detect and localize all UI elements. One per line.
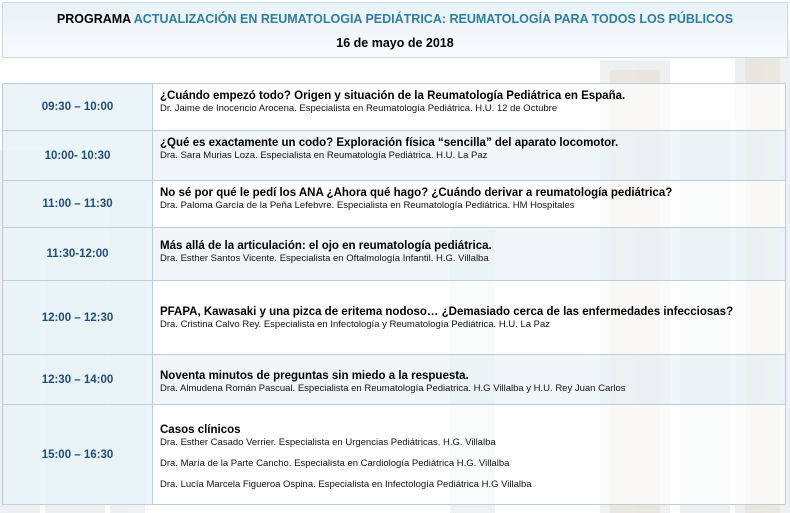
session-speaker: Dra. María de la Parte Cancho. Especialista en Cardiología Pediátrica H.G. Villalba	[160, 458, 510, 469]
session-row	[3, 281, 786, 355]
session-speaker: Dra. Paloma García de la Peña Lefebvre. Especialista en Reumatología Pediátrica. HM Hospitales	[160, 200, 575, 211]
session-speaker: Dr. Jaime de Inocencio Arocena. Especialista en Reumatología Pediátrica. H.U. 12 de Octubre	[160, 103, 558, 114]
session-speaker: Dra. Sara Murias Loza. Especialista en Reumatología Pediátrica. H.U. La Paz	[160, 150, 488, 161]
program-date: 16 de mayo de 2018	[336, 36, 454, 50]
session-speaker: Dra. Lucía Marcela Figueroa Ospina. Especialista en Infectología Pediátrica H.G Villalba	[160, 479, 532, 490]
session-row	[3, 84, 786, 131]
session-row	[3, 355, 786, 405]
program-header	[2, 2, 788, 58]
session-speaker: Dra. Esther Casado Verrier. Especialista en Urgencias Pediátricas. H.G. Villalba	[160, 437, 496, 448]
session-details	[153, 405, 786, 505]
session-time: 12:30 – 14:00	[3, 355, 153, 405]
session-row	[3, 181, 786, 228]
session-time: 11:30-12:00	[3, 228, 153, 281]
session-title: ¿Qué es exactamente un codo? Exploración física “sencilla” del aparato locomotor.	[160, 137, 619, 149]
session-details	[153, 131, 786, 181]
session-details	[153, 281, 786, 355]
session-row	[3, 131, 786, 181]
session-time: 11:00 – 11:30	[3, 181, 153, 228]
schedule-table	[2, 83, 786, 505]
session-title: Noventa minutos de preguntas sin miedo a la respuesta.	[160, 370, 469, 382]
session-time: 15:00 – 16:30	[3, 405, 153, 505]
session-time: 12:00 – 12:30	[3, 281, 153, 355]
session-details	[153, 355, 786, 405]
session-row	[3, 405, 786, 505]
session-title: ¿Cuándo empezó todo? Origen y situación de la Reumatología Pediátrica en España.	[160, 90, 626, 102]
session-details	[153, 228, 786, 281]
session-title: Más allá de la articulación: el ojo en reumatología pediátrica.	[160, 240, 492, 252]
session-speaker: Dra. Almudena Román Pascual. Especialista en Reumatología Pediatrica. H.G Villalba y H.U. Rey Juan Carlos	[160, 383, 626, 394]
session-title: PFAPA, Kawasaki y una pizca de eritema nodoso… ¿Demasiado cerca de las enfermedades infecciosas?	[160, 306, 734, 318]
program-name: ACTUALIZACIÓN EN REUMATOLOGIA PEDIÁTRICA: REUMATOLOGÍA PARA TODOS LOS PÚBLICOS	[133, 12, 734, 26]
session-details	[153, 84, 786, 131]
session-speaker: Dra. Esther Santos Vicente. Especialista en Oftalmología Infantil. H.G. Villalba	[160, 253, 489, 264]
session-row	[3, 228, 786, 281]
session-details	[153, 181, 786, 228]
session-time: 10:00- 10:30	[3, 131, 153, 181]
session-time: 09:30 – 10:00	[3, 84, 153, 131]
program-title	[3, 12, 787, 26]
session-title: No sé por qué le pedí los ANA ¿Ahora qué hago? ¿Cuándo derivar a reumatología pediátrica?	[160, 187, 673, 199]
program-label: PROGRAMA	[56, 12, 131, 26]
session-speaker: Dra. Cristina Calvo Rey. Especialista en Infectología y Reumatología Pediátrica. H.U. La Paz	[160, 319, 551, 330]
session-title: Casos clínicos	[160, 424, 241, 436]
